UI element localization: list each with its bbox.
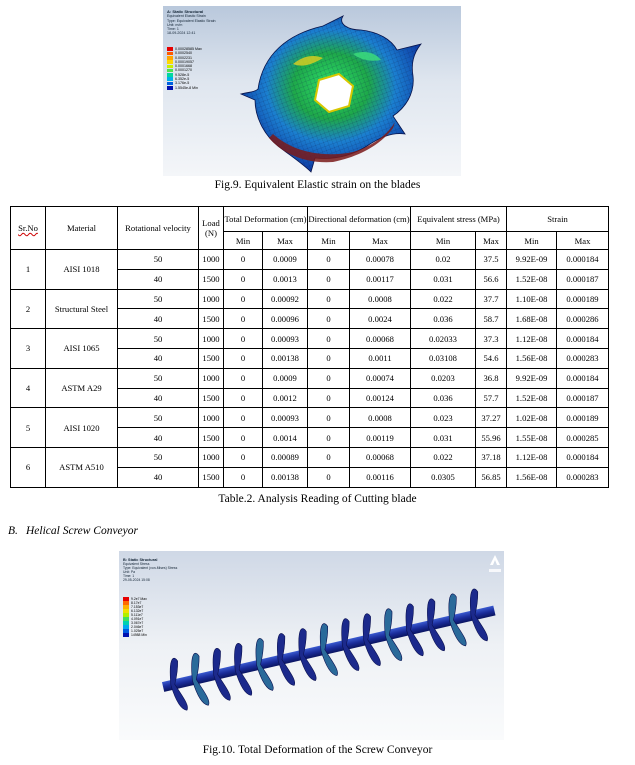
header-max: Max bbox=[476, 232, 507, 250]
table-cell: 0.00116 bbox=[350, 467, 411, 487]
table-cell: 0.00138 bbox=[263, 348, 308, 368]
table-cell: 0 bbox=[308, 368, 350, 388]
table-cell: 0 bbox=[308, 309, 350, 329]
table-cell: 56.6 bbox=[476, 269, 507, 289]
table-cell: 1.68E-08 bbox=[507, 309, 557, 329]
scale-label: 8.17e7 bbox=[131, 601, 142, 605]
header-min: Min bbox=[507, 232, 557, 250]
header-material: Material bbox=[46, 207, 118, 250]
scale-label: 14988 Min bbox=[131, 633, 147, 637]
scale-label: 3.176e-5 bbox=[175, 81, 190, 86]
table-cell: 0.00092 bbox=[263, 289, 308, 309]
table-cell: 1.12E-08 bbox=[507, 447, 557, 467]
table-cell: 0.000184 bbox=[557, 329, 609, 349]
table-cell: 1.52E-08 bbox=[507, 269, 557, 289]
table-cell: 0.0009 bbox=[263, 368, 308, 388]
table-cell: 50 bbox=[118, 329, 199, 349]
table-cell: 0.0008 bbox=[350, 289, 411, 309]
table-cell: 0 bbox=[224, 428, 263, 448]
section-heading bbox=[8, 525, 138, 537]
table-cell: 50 bbox=[118, 250, 199, 270]
sr-no-cell: 6 bbox=[11, 447, 46, 487]
table-cell: 0.00068 bbox=[350, 447, 411, 467]
table-cell: 50 bbox=[118, 408, 199, 428]
table-row bbox=[11, 447, 609, 467]
legend-line: A: Static Structural bbox=[167, 9, 204, 14]
legend-line: Unit: Pa bbox=[123, 570, 136, 574]
table-cell: 37.3 bbox=[476, 329, 507, 349]
table-cell: 0 bbox=[308, 348, 350, 368]
scale-label: 2.046e7 bbox=[131, 625, 144, 629]
table-cell: 0.00138 bbox=[263, 467, 308, 487]
table-cell: 1500 bbox=[199, 388, 224, 408]
material-cell: AISI 1020 bbox=[46, 408, 118, 448]
table-cell: 55.96 bbox=[476, 428, 507, 448]
table-cell: 1.10E-08 bbox=[507, 289, 557, 309]
table-cell: 0.00096 bbox=[263, 309, 308, 329]
sr-no-cell: 1 bbox=[11, 250, 46, 290]
table-cell: 56.85 bbox=[476, 467, 507, 487]
table-cell: 0.00093 bbox=[263, 408, 308, 428]
scale-label: 9.528e-5 bbox=[175, 72, 190, 77]
table-cell: 0.00078 bbox=[350, 250, 411, 270]
table-cell: 0 bbox=[224, 348, 263, 368]
table-cell: 40 bbox=[118, 269, 199, 289]
table-cell: 0 bbox=[224, 467, 263, 487]
table-cell: 0.0008 bbox=[350, 408, 411, 428]
table-cell: 0.000283 bbox=[557, 467, 609, 487]
table-cell: 1500 bbox=[199, 269, 224, 289]
table-cell: 1500 bbox=[199, 467, 224, 487]
table-cell: 1000 bbox=[199, 250, 224, 270]
table-row bbox=[11, 250, 609, 270]
table-cell: 1.12E-08 bbox=[507, 329, 557, 349]
table-cell: 57.7 bbox=[476, 388, 507, 408]
table-cell: 1500 bbox=[199, 348, 224, 368]
screw-conveyor-model bbox=[119, 551, 504, 740]
table-cell: 9.92E-09 bbox=[507, 368, 557, 388]
table-row bbox=[11, 408, 609, 428]
table-cell: 0.031 bbox=[411, 269, 476, 289]
table-cell: 1.52E-08 bbox=[507, 388, 557, 408]
legend-line: 18-09-2024 12:41 bbox=[167, 31, 196, 36]
legend-line: Type: Equivalent (von-Mises) Stress bbox=[123, 566, 178, 570]
legend-line: 29-05-2024 15:08 bbox=[123, 578, 150, 582]
section-number: B. bbox=[8, 525, 18, 537]
table-cell: 1.56E-08 bbox=[507, 467, 557, 487]
table-cell: 1000 bbox=[199, 368, 224, 388]
table-cell: 0.00093 bbox=[263, 329, 308, 349]
table-cell: 0 bbox=[308, 447, 350, 467]
sr-no-cell: 2 bbox=[11, 289, 46, 329]
header-max: Max bbox=[350, 232, 411, 250]
header-max: Max bbox=[263, 232, 308, 250]
table-cell: 0.023 bbox=[411, 408, 476, 428]
legend-line: Time: 1 bbox=[167, 27, 179, 32]
table-cell: 0 bbox=[308, 329, 350, 349]
table-cell: 0 bbox=[224, 368, 263, 388]
table-cell: 40 bbox=[118, 467, 199, 487]
material-cell: AISI 1018 bbox=[46, 250, 118, 290]
table-cell: 0 bbox=[308, 467, 350, 487]
sr-no-cell: 5 bbox=[11, 408, 46, 448]
table-row bbox=[11, 368, 609, 388]
header-max: Max bbox=[557, 232, 609, 250]
header-directional-deformation: Directional deformation (cm) bbox=[308, 207, 411, 232]
table-cell: 0.0009 bbox=[263, 250, 308, 270]
material-cell: AISI 1065 bbox=[46, 329, 118, 369]
table-cell: 0.00117 bbox=[350, 269, 411, 289]
legend-line: Unit: m/m bbox=[167, 22, 183, 27]
figure-9-caption: Fig.9. Equivalent Elastic strain on the blades bbox=[214, 179, 421, 191]
table-cell: 50 bbox=[118, 447, 199, 467]
header-total-deformation: Total Deformation (cm) bbox=[224, 207, 308, 232]
table-cell: 0 bbox=[224, 289, 263, 309]
scale-label: 0.0002540 bbox=[175, 51, 192, 56]
table-cell: 0 bbox=[308, 408, 350, 428]
legend-line: Equivalent Stress bbox=[123, 562, 150, 566]
table-cell: 0.022 bbox=[411, 289, 476, 309]
table-cell: 0.0305 bbox=[411, 467, 476, 487]
table-cell: 0.000187 bbox=[557, 269, 609, 289]
table-cell: 50 bbox=[118, 289, 199, 309]
scale-label: 0.00028585 Max bbox=[175, 47, 202, 51]
table-cell: 0 bbox=[224, 388, 263, 408]
legend-line: Time: 1 bbox=[123, 574, 135, 578]
table-cell: 0 bbox=[308, 289, 350, 309]
table-cell: 37.18 bbox=[476, 447, 507, 467]
table-cell: 0 bbox=[308, 269, 350, 289]
table-cell: 0.00119 bbox=[350, 428, 411, 448]
table-row bbox=[11, 329, 609, 349]
scale-label: 7.153e7 bbox=[131, 605, 144, 609]
header-equivalent-stress: Equivalent stress (MPa) bbox=[411, 207, 507, 232]
table-cell: 0.000286 bbox=[557, 309, 609, 329]
scale-label: 9.2e7 Max bbox=[131, 597, 147, 601]
table-cell: 0.0011 bbox=[350, 348, 411, 368]
table-cell: 0 bbox=[308, 428, 350, 448]
table-cell: 58.7 bbox=[476, 309, 507, 329]
table-cell: 40 bbox=[118, 428, 199, 448]
table-cell: 36.8 bbox=[476, 368, 507, 388]
analysis-table bbox=[10, 206, 609, 488]
header-sr-no: Sr.No bbox=[11, 207, 46, 250]
table-cell: 0 bbox=[308, 250, 350, 270]
table-cell: 9.92E-09 bbox=[507, 250, 557, 270]
table-cell: 0 bbox=[224, 309, 263, 329]
material-cell: Structural Steel bbox=[46, 289, 118, 329]
table-cell: 0 bbox=[224, 447, 263, 467]
figure-10-image bbox=[119, 551, 504, 740]
table-cell: 0.02033 bbox=[411, 329, 476, 349]
table-cell: 0 bbox=[224, 408, 263, 428]
table-cell: 0.00068 bbox=[350, 329, 411, 349]
legend-line: Equivalent Elastic Strain bbox=[167, 14, 206, 19]
table-cell: 0.000187 bbox=[557, 388, 609, 408]
table-cell: 1.02E-08 bbox=[507, 408, 557, 428]
scale-label: 0.0002231 bbox=[175, 55, 192, 60]
table-cell: 1000 bbox=[199, 329, 224, 349]
material-cell: ASTM A510 bbox=[46, 447, 118, 487]
scale-label: 6.352e-5 bbox=[175, 77, 190, 82]
table-cell: 1500 bbox=[199, 309, 224, 329]
scale-label: 4.091e7 bbox=[131, 617, 144, 621]
scale-label: 1.025e7 bbox=[131, 629, 144, 633]
table-cell: 37.5 bbox=[476, 250, 507, 270]
scale-label: 0.0001270 bbox=[175, 68, 192, 73]
table-cell: 0.000184 bbox=[557, 250, 609, 270]
legend-line: Type: Equivalent Elastic Strain bbox=[167, 18, 216, 23]
sr-no-cell: 4 bbox=[11, 368, 46, 408]
table-cell: 0.000184 bbox=[557, 368, 609, 388]
table-cell: 0.000189 bbox=[557, 408, 609, 428]
table-cell: 0.000189 bbox=[557, 289, 609, 309]
legend-line: B: Static Structural bbox=[123, 558, 158, 562]
table-cell: 37.27 bbox=[476, 408, 507, 428]
table-cell: 0 bbox=[224, 250, 263, 270]
table-cell: 0.00074 bbox=[350, 368, 411, 388]
table-cell: 0.0014 bbox=[263, 428, 308, 448]
header-strain: Strain bbox=[507, 207, 609, 232]
material-cell: ASTM A29 bbox=[46, 368, 118, 408]
table-cell: 1.56E-08 bbox=[507, 348, 557, 368]
header-rotational-velocity: Rotational velocity bbox=[118, 207, 199, 250]
table-cell: 0 bbox=[224, 269, 263, 289]
table-cell: 0.02 bbox=[411, 250, 476, 270]
table-cell: 40 bbox=[118, 309, 199, 329]
table-cell: 0.000184 bbox=[557, 447, 609, 467]
table-cell: 37.7 bbox=[476, 289, 507, 309]
figure-9-image bbox=[163, 6, 461, 176]
table-cell: 0.00089 bbox=[263, 447, 308, 467]
table-cell: 0.000283 bbox=[557, 348, 609, 368]
table-cell: 0.000285 bbox=[557, 428, 609, 448]
cutting-blade-model bbox=[163, 6, 461, 176]
header-min: Min bbox=[308, 232, 350, 250]
table-cell: 0.0024 bbox=[350, 309, 411, 329]
table-cell: 0.00124 bbox=[350, 388, 411, 408]
table-cell: 0 bbox=[224, 329, 263, 349]
table-cell: 1.55E-08 bbox=[507, 428, 557, 448]
table-cell: 1000 bbox=[199, 408, 224, 428]
table-caption: Table.2. Analysis Reading of Cutting blade bbox=[218, 493, 417, 505]
header-load: Load (N) bbox=[199, 207, 224, 250]
table-cell: 1000 bbox=[199, 289, 224, 309]
scale-label: 1.5545e-8 Min bbox=[175, 85, 198, 90]
table-cell: 54.6 bbox=[476, 348, 507, 368]
table-cell: 1000 bbox=[199, 447, 224, 467]
figure-10-caption: Fig.10. Total Deformation of the Screw Conveyor bbox=[202, 744, 433, 756]
table-cell: 0.03108 bbox=[411, 348, 476, 368]
section-title: Helical Screw Conveyor bbox=[26, 525, 138, 537]
header-min: Min bbox=[224, 232, 263, 250]
scale-label: 0.00019057 bbox=[175, 59, 194, 64]
table-cell: 0.031 bbox=[411, 428, 476, 448]
table-cell: 40 bbox=[118, 348, 199, 368]
table-cell: 40 bbox=[118, 388, 199, 408]
table-cell: 0.0012 bbox=[263, 388, 308, 408]
scale-label: 5.111e7 bbox=[131, 613, 143, 617]
table-cell: 0.0203 bbox=[411, 368, 476, 388]
header-min: Min bbox=[411, 232, 476, 250]
table-cell: 0.036 bbox=[411, 388, 476, 408]
scale-label: 3.067e7 bbox=[131, 621, 144, 625]
scale-label: 6.132e7 bbox=[131, 609, 144, 613]
sr-no-cell: 3 bbox=[11, 329, 46, 369]
table-cell: 0.036 bbox=[411, 309, 476, 329]
table-cell: 0.0013 bbox=[263, 269, 308, 289]
table-row bbox=[11, 289, 609, 309]
table-cell: 50 bbox=[118, 368, 199, 388]
table-cell: 0.022 bbox=[411, 447, 476, 467]
table-cell: 0 bbox=[308, 388, 350, 408]
table-cell: 1500 bbox=[199, 428, 224, 448]
scale-label: 0.0001668 bbox=[175, 64, 192, 69]
